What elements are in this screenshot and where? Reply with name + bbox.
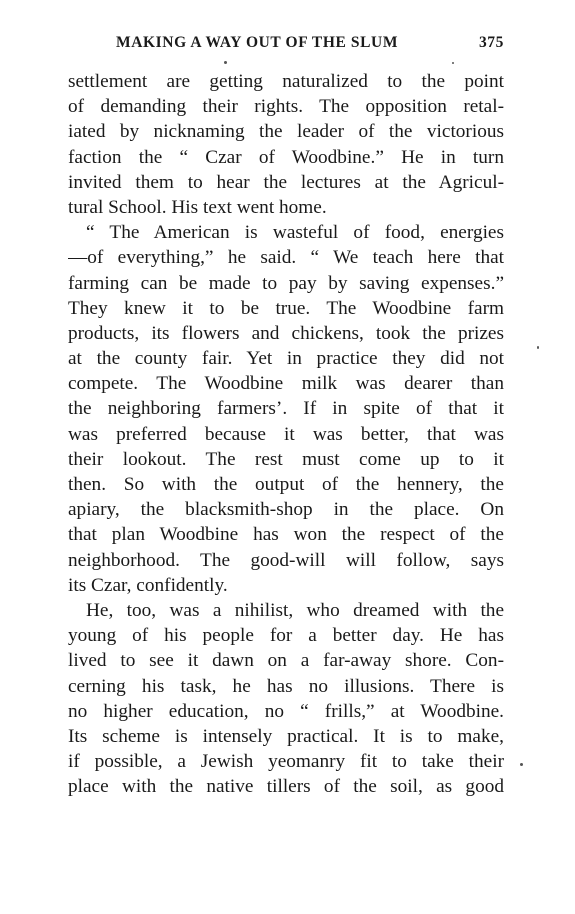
text-line: at the county fair. Yet in practice they did not	[68, 348, 504, 370]
print-speck	[520, 763, 523, 766]
body-text	[68, 69, 504, 799]
text-line: Its scheme is intensely practical. It is to make,	[68, 725, 504, 747]
text-line: He, too, was a nihilist, who dreamed with the	[86, 599, 504, 621]
text-line: that plan Woodbine has won the respect of the	[68, 524, 504, 546]
text-line: was preferred because it was better, that was	[68, 423, 504, 445]
paragraph	[68, 220, 504, 598]
text-line: young of his people for a better day. He has	[68, 625, 504, 647]
text-line: —of everything,” he said. “ We teach here that	[68, 247, 504, 269]
text-line: place with the native tillers of the soil, as good	[68, 776, 504, 798]
text-line: then. So with the output of the hennery, the	[68, 474, 504, 495]
text-line: invited them to hear the lectures at the Agricul-	[68, 171, 504, 193]
text-line: the neighboring farmers’. If in spite of that it	[68, 398, 504, 420]
text-line: faction the “ Czar of Woodbine.” He in turn	[68, 146, 504, 168]
text-line: farming can be made to pay by saving expenses.”	[68, 272, 504, 294]
page-header	[68, 34, 504, 54]
print-speck	[537, 346, 539, 349]
text-line: cerning his task, he has no illusions. There is	[68, 675, 504, 697]
text-line: if possible, a Jewish yeomanry fit to take their	[68, 751, 504, 773]
text-line: compete. The Woodbine milk was dearer than	[68, 373, 504, 395]
text-line: their lookout. The rest must come up to it	[68, 448, 504, 470]
text-line: of demanding their rights. The opposition retal-	[68, 96, 504, 118]
text-line: lived to see it dawn on a far-away shore. Con-	[68, 650, 504, 672]
paragraph	[68, 69, 504, 220]
text-line: They knew it to be true. The Woodbine farm	[68, 297, 504, 319]
text-line: iated by nicknaming the leader of the victorious	[68, 121, 504, 143]
text-line: “ The American is wasteful of food, energies	[86, 222, 504, 244]
print-speck	[452, 62, 454, 64]
paragraph	[68, 598, 504, 800]
text-line: apiary, the blacksmith-shop in the place. On	[68, 499, 504, 521]
text-line: tural School. His text went home.	[68, 196, 327, 218]
page-number: 375	[478, 34, 504, 51]
text-line: no higher education, no “ frills,” at Woodbine.	[68, 700, 504, 722]
text-line: settlement are getting naturalized to the point	[68, 71, 504, 92]
print-speck	[224, 61, 227, 64]
text-line: products, its flowers and chickens, took the prizes	[68, 322, 504, 344]
running-title: MAKING A WAY OUT OF THE SLUM	[116, 34, 399, 51]
text-line: neighborhood. The good-will will follow, says	[68, 549, 504, 571]
text-line: its Czar, confidently.	[68, 574, 228, 596]
